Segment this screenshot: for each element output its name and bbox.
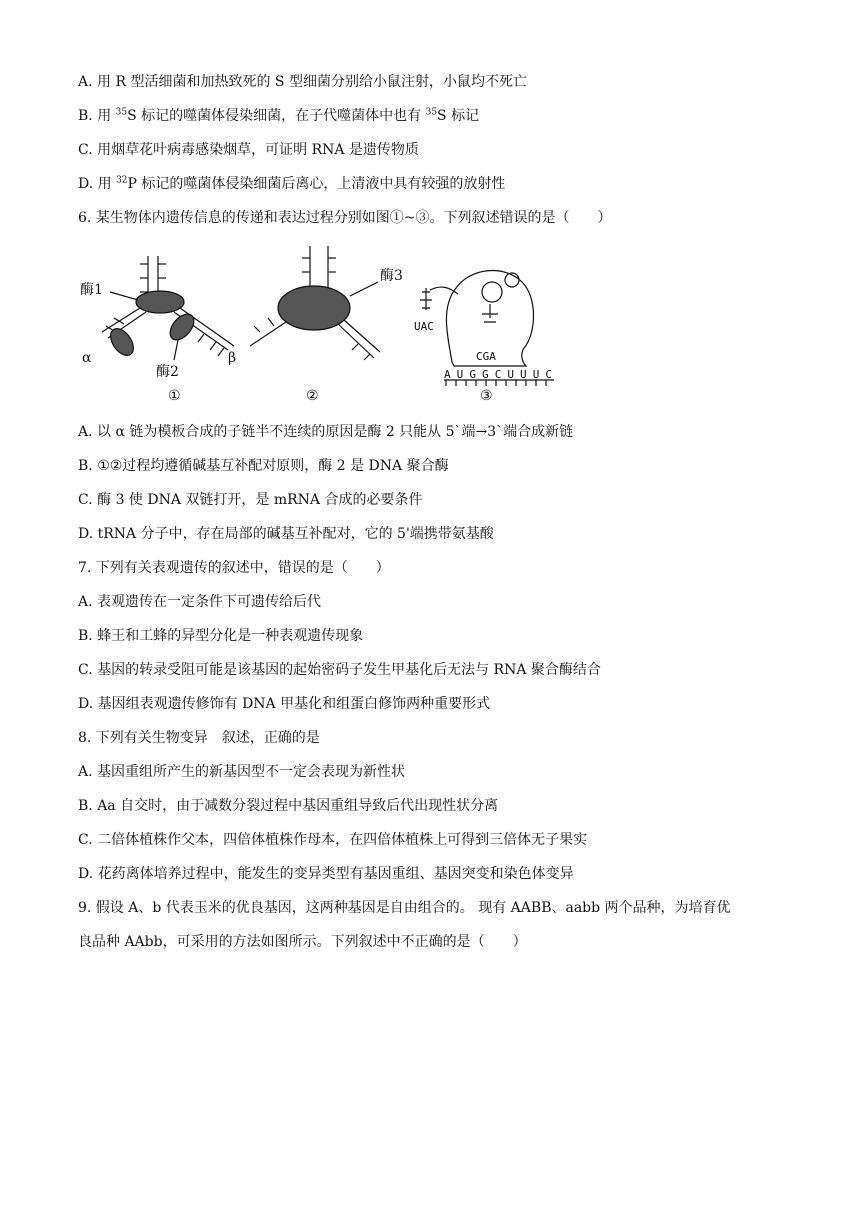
figure-3-caption: ③ — [480, 388, 493, 404]
q6-stem: 6. 某生物体内遗传信息的传递和表达过程分别如图①~③。下列叙述错误的是（ ） — [78, 210, 612, 226]
q7-option-d: D. 基因组表观遗传修饰有 DNA 甲基化和组蛋白修饰两种重要形式 — [78, 696, 491, 712]
q8-option-a: A. 基因重组所产生的新基因型不一定会表现为新性状 — [78, 764, 406, 780]
enzyme-2-label: 酶2 — [156, 364, 179, 380]
q5-option-b: B. 用 $^{35}$S 标记的噬菌体侵染细菌，在子代噬菌体中也有 $^{35}$S 标记 — [78, 107, 480, 124]
figure-1-caption: ① — [168, 388, 181, 404]
beta-label: β — [228, 350, 237, 366]
q5-option-a: A. 用 R 型活细菌和加热致死的 S 型细菌分别给小鼠注射，小鼠均不死亡 — [78, 74, 527, 90]
enzyme-1-label: 酶1 — [80, 282, 103, 298]
q9-stem-line-2: 良品种 AAbb，可采用的方法如图所示。下列叙述中不正确的是（ ） — [78, 934, 527, 950]
q5-option-d: D. 用 $^{32}$P 标记的噬菌体侵染细菌后离心，上清液中具有较强的放射性 — [78, 175, 506, 192]
q8-stem: 8. 下列有关生物变异 叙述，正确的是 — [78, 730, 320, 746]
q7-option-a: A. 表观遗传在一定条件下可遗传给后代 — [78, 594, 322, 610]
q5-option-c: C. 用烟草花叶病毒感染烟草，可证明 RNA 是遗传物质 — [78, 142, 419, 158]
q8-option-c: C. 二倍体植株作父本，四倍体植株作母本，在四倍体植株上可得到三倍体无子果实 — [78, 832, 588, 848]
q6-option-c: C. 酶 3 使 DNA 双链打开，是 mRNA 合成的必要条件 — [78, 492, 423, 508]
mrna-sequence: AUGGCUUUC — [444, 368, 552, 381]
q8-option-b: B. Aa 自交时，由于减数分裂过程中基因重组导致后代出现性状分离 — [78, 798, 499, 814]
q6-option-d: D. tRNA 分子中，存在局部的碱基互补配对，它的 5'端携带氨基酸 — [78, 526, 494, 542]
q6-option-b: B. ①②过程均遵循碱基互补配对原则，酶 2 是 DNA 聚合酶 — [78, 458, 449, 474]
codon-label: CGA — [476, 350, 496, 363]
alpha-label: α — [82, 350, 92, 366]
q6-option-a: A. 以 α 链为模板合成的子链半不连续的原因是酶 2 只能从 5`端→3`端合成新链 — [78, 424, 574, 440]
transcription-diagram — [250, 246, 380, 360]
enzyme-3-label: 酶3 — [380, 268, 403, 284]
q8-option-d: D. 花药离体培养过程中，能发生的变异类型有基因重组、基因突变和染色体变异 — [78, 866, 574, 882]
q6-figure — [74, 238, 574, 410]
figure-2-caption: ② — [306, 388, 319, 404]
q9-stem-line-1: 9. 假设 A、b 代表玉米的优良基因，这两种基因是自由组合的。 现有 AABB、aabb 两个品种，为培育优 — [78, 900, 731, 916]
anticodon-label: UAC — [414, 320, 434, 333]
q7-stem: 7. 下列有关表观遗传的叙述中，错误的是（ ） — [78, 560, 390, 576]
replication-diagram — [102, 256, 234, 360]
q7-option-c: C. 基因的转录受阻可能是该基因的起始密码子发生甲基化后无法与 RNA 聚合酶结合 — [78, 662, 601, 678]
q7-option-b: B. 蜂王和工蜂的异型分化是一种表观遗传现象 — [78, 628, 364, 644]
